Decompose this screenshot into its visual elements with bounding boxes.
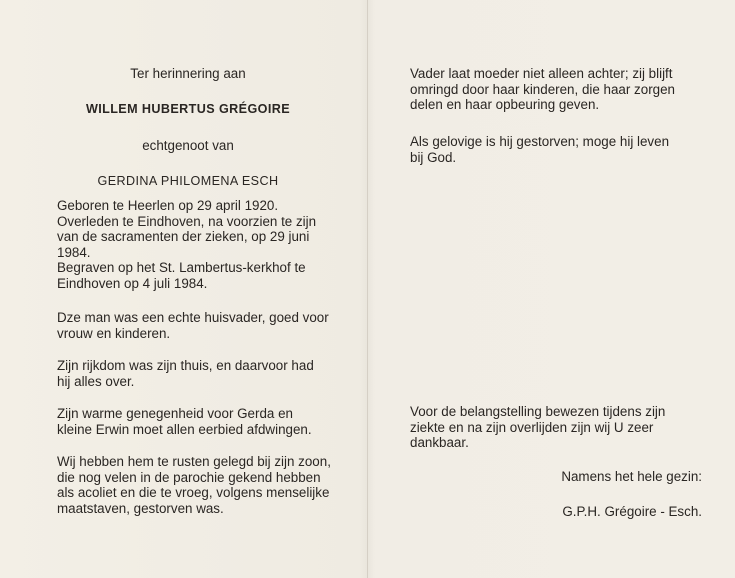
paragraph-husband [57,310,329,341]
text-line: maatstaven, gestorven was. [57,500,224,516]
paragraph-burial [57,454,331,516]
text-line: delen en haar opbeuring geven. [410,97,600,112]
text-line: vrouw en kinderen. [57,325,171,341]
life-line: Eindhoven op 4 juli 1984. [57,275,208,291]
spouse-name: GERDINA PHILOMENA ESCH [97,174,279,188]
text-line: Dze man was een echte huisvader, goed voor [57,310,329,325]
text-line: Voor de belangstelling bewezen tijdens zijn [410,404,666,419]
text-line: Zijn warme genegenheid voor Gerda en [57,406,293,421]
text-line: kleine Erwin moet allen eerbied afdwingen. [57,421,312,437]
life-line: Geboren te Heerlen op 29 april 1920. [57,198,279,213]
text-line: dankbaar. [410,435,469,450]
prayer-paragraph-1 [410,66,705,113]
prayer-paragraph-2 [410,134,705,165]
text-line: die nog velen in de parochie gekend hebben [57,469,321,485]
text-line: Wij hebben hem te rusten gelegd bij zijn zoon, [57,454,331,469]
life-line: van de sacramenten der zieken, op 29 juni [57,229,310,244]
family-signature: G.P.H. Grégoire - Esch. [562,504,702,519]
life-details [57,198,319,291]
life-line: Begraven op het St. Lambertus-kerkhof te [57,260,306,275]
intro-text: Ter herinnering aan [130,66,246,81]
text-line: Vader laat moeder niet alleen achter; zij blijft [410,66,673,81]
life-line: 1984. [57,244,91,260]
family-line: Namens het hele gezin: [561,469,702,484]
deceased-name: WILLEM HUBERTUS GRÉGOIRE [85,102,291,116]
text-line: als acoliet en die te vroeg, volgens menselijke [57,485,330,500]
text-line: Zijn rijkdom was zijn thuis, en daarvoor had [57,358,314,373]
text-line: hij alles over. [57,373,135,389]
text-line: bij God. [410,149,457,165]
text-line: Als gelovige is hij gestorven; moge hij leven [410,134,670,149]
fold-line [367,0,368,578]
life-line: Overleden te Eindhoven, na voorzien te zijn [57,213,317,229]
paragraph-affection [57,406,319,437]
text-line: omringd door haar kinderen, die haar zorgen [410,81,676,97]
thanks-paragraph [410,404,705,451]
relation-text: echtgenoot van [142,138,234,153]
text-line: ziekte en na zijn overlijden zijn wij U zeer [410,419,654,435]
paragraph-home [57,358,319,389]
